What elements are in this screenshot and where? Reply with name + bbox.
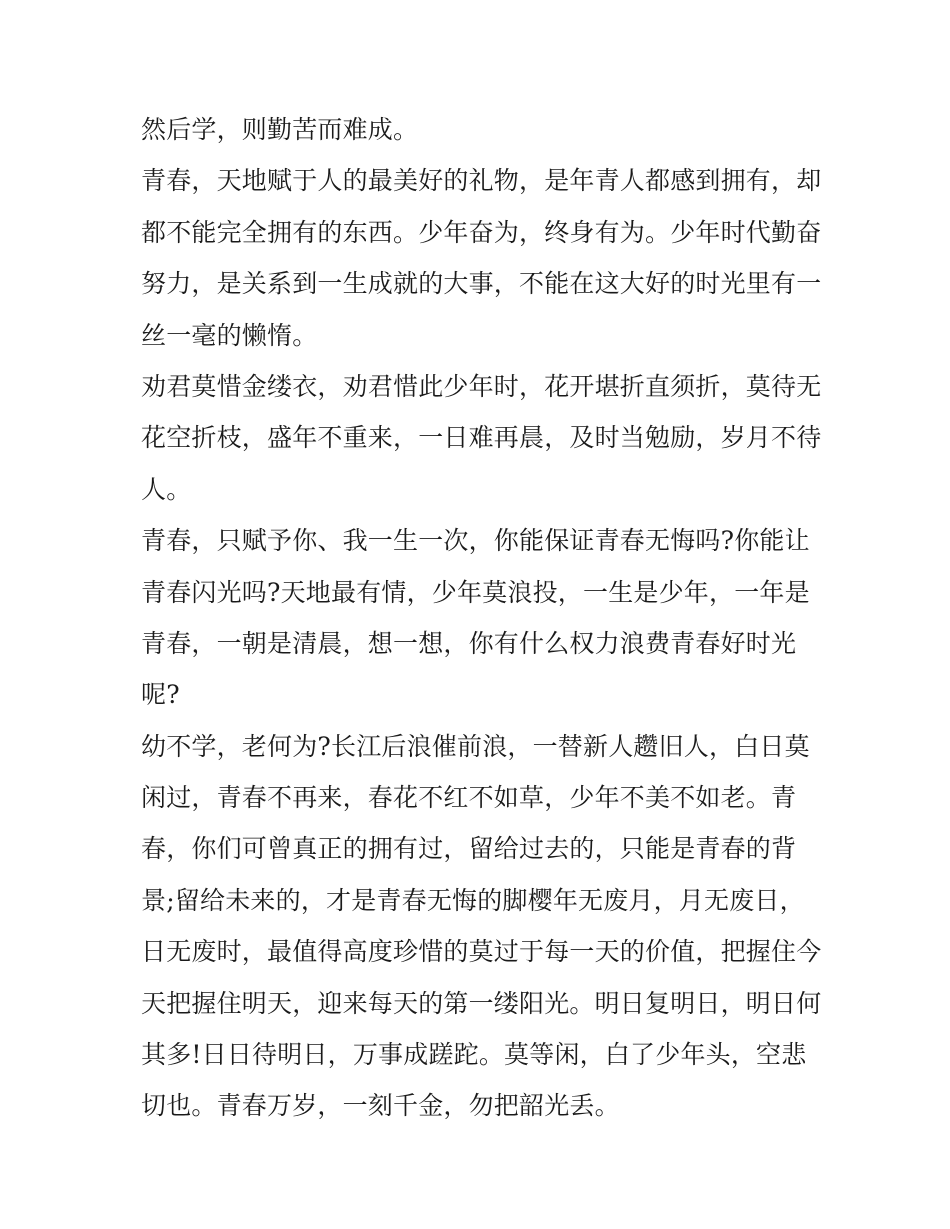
text-line: 青春，一朝是清晨，想一想，你有什么权力浪费青春好时光	[141, 628, 797, 658]
text-line: 春，你们可曾真正的拥有过，留给过去的，只能是青春的背	[141, 834, 797, 864]
text-line: 都不能完全拥有的东西。少年奋为，终身有为。少年时代勤奋	[141, 217, 822, 247]
text-line: 景;留给未来的，才是青春无悔的脚樱年无废月，月无废日，	[141, 885, 805, 915]
text-line: 然后学，则勤苦而难成。	[141, 115, 419, 144]
body-text	[141, 108, 821, 1136]
text-line: 花空折枝，盛年不重来，一日难再晨，及时当勉励，岁月不待	[141, 423, 822, 453]
text-line: 呢?	[141, 680, 180, 710]
text-line: 幼不学，老何为?长江后浪催前浪，一替新人趱旧人，白日莫	[141, 731, 810, 761]
text-line: 切也。青春万岁，一刻千金，勿把韶光丢。	[141, 1091, 620, 1121]
text-line: 日无废时，最值得高度珍惜的莫过于每一天的价值，把握住今	[141, 937, 822, 967]
text-line: 青春，只赋予你、我一生一次，你能保证青春无悔吗?你能让	[141, 526, 810, 556]
text-line: 劝君莫惜金缕衣，劝君惜此少年时，花开堪折直须折，莫待无	[141, 371, 822, 401]
text-line: 人。	[141, 474, 192, 504]
text-line: 丝一毫的懒惰。	[141, 320, 318, 350]
text-line: 努力，是关系到一生成就的大事，不能在这大好的时光里有一	[141, 269, 822, 299]
text-line: 天把握住明天，迎来每天的第一缕阳光。明日复明日，明日何	[141, 988, 822, 1018]
text-line: 闲过，青春不再来，春花不红不如草，少年不美不如老。青	[141, 783, 797, 813]
text-line: 青春闪光吗?天地最有情，少年莫浪投，一生是少年，一年是	[141, 577, 810, 607]
text-line: 青春，天地赋于人的最美好的礼物，是年青人都感到拥有，却	[141, 166, 822, 196]
text-line: 其多!日日待明日，万事成蹉跎。莫等闲，白了少年头，空悲	[141, 1040, 807, 1070]
